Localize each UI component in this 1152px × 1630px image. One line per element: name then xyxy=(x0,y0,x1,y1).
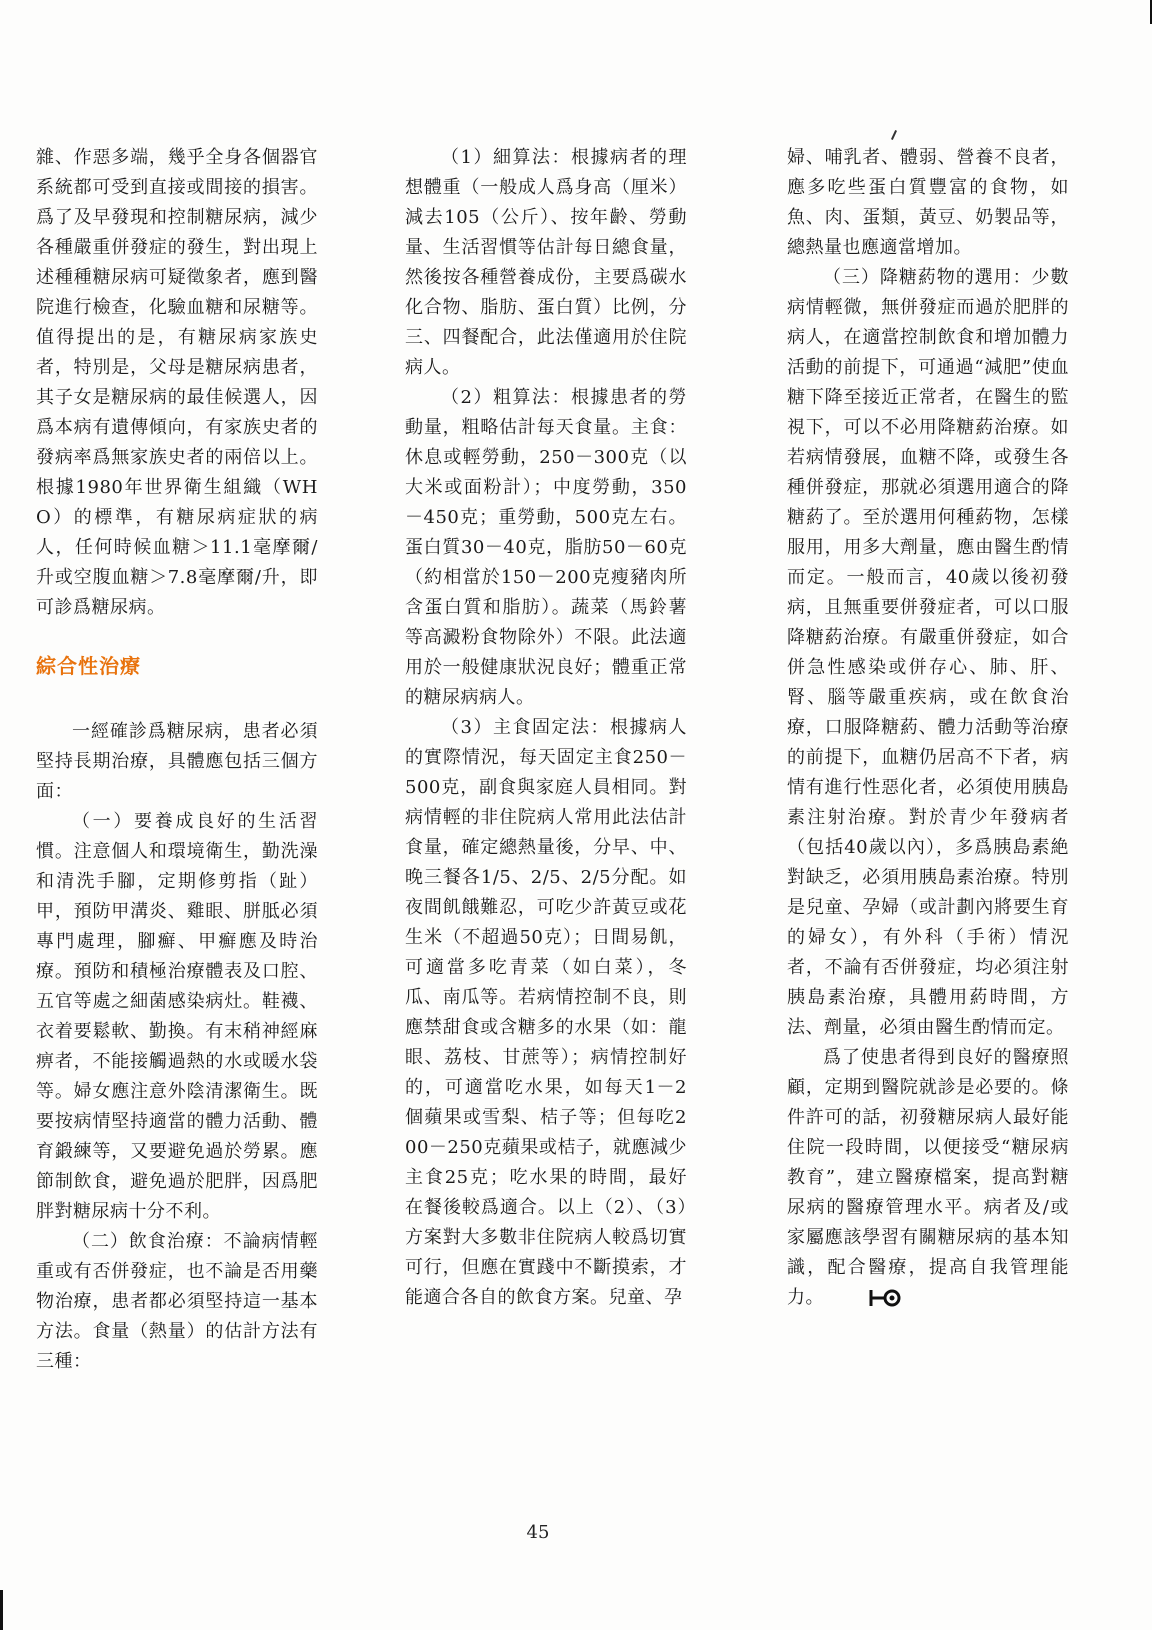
paragraph: （一）要養成良好的生活習慣。注意個人和環境衛生，勤洗澡和清洗手腳，定期修剪指（趾）甲，預防甲溝炎、雞眼、胼胝必須專門處理，腳癬、甲癬應及時治療。預防和積極治療體表及口腔、五官等處之細菌感染病灶。鞋襪、衣着要鬆軟、勤換。有末稍神經麻痹者，不能接觸過熱的水或暖水袋等。婦女應注意外陰清潔衛生。既要按病情堅持適當的體力活動、體育鍛練等，又要避免過於勞累。應節制飲食，避免過於肥胖，因爲肥胖對糖尿病十分不利。 xyxy=(36,811,318,1222)
paragraph: 一經確診爲糖尿病，患者必須堅持長期治療，具體應包括三個方面： xyxy=(36,721,318,802)
section-heading: 綜合性治療 xyxy=(36,654,141,678)
stray-tick-mark xyxy=(891,130,897,140)
paragraph: （2）粗算法：根據患者的勞動量，粗略估計每天食量。主食：休息或輕勞動，250－300克（以大米或面粉計）；中度勞動，350－450克；重勞動，500克左右。蛋白質30－40克，脂肪50－60克（約相當於150－200克瘦豬肉所含蛋白質和脂肪）。蔬菜（馬鈴薯等高澱粉食物除外）不限。此法適用於一般健康狀況良好；體重正常的糖尿病病人。 xyxy=(405,387,687,708)
end-of-article-mark-icon xyxy=(832,1287,870,1309)
paragraph: （1）細算法：根據病者的理想體重（一般成人爲身高（厘米）減去105（公斤）、按年齡、勞動量、生活習慣等估計每日總食量，然後按各種營養成份，主要爲碳水化合物、脂肪、蛋白質）比例，分三、四餐配合，此法僅適用於住院病人。 xyxy=(405,147,687,378)
column-3 xyxy=(787,143,1069,1313)
scan-edge-mark xyxy=(0,1590,3,1630)
paragraph: （二）飲食治療：不論病情輕重或有否併發症，也不論是否用藥物治療，患者都必須堅持這一基本方法。食量（熱量）的估計方法有三種： xyxy=(36,1231,318,1372)
column-2 xyxy=(405,143,687,1313)
paragraph-with-end-mark xyxy=(787,1043,1069,1313)
paragraph: （三）降糖葯物的選用：少數病情輕微，無併發症而過於肥胖的病人，在適當控制飲食和增加體力活動的前提下，可通過“減肥”使血糖下降至接近正常者，在醫生的監視下，可以不必用降糖葯治療。如若病情發展，血糖不降，或發生各種併發症，那就必須選用適合的降糖葯了。至於選用何種葯物，怎樣服用，用多大劑量，應由醫生酌情而定。一般而言，40歲以後初發病，且無重要併發症者，可以口服降糖葯治療。有嚴重併發症，如合併急性感染或併存心、肺、肝、腎、腦等嚴重疾病，或在飲食治療，口服降糖葯、體力活動等治療的前提下，血糖仍居高不下者，病情有進行性惡化者，必須使用胰島素注射治療。對於青少年發病者（包括40歲以內），多爲胰島素絶對缺乏，必須用胰島素治療。特別是兒童、孕婦（或計劃內將要生育的婦女），有外科（手術）情況者，不論有否併發症，均必須注射胰島素治療，具體用葯時間，方法、劑量，必須由醫生酌情而定。 xyxy=(787,267,1069,1038)
column-1 xyxy=(36,143,318,1377)
paragraph: 爲了使患者得到良好的醫療照顧，定期到醫院就診是必要的。條件許可的話，初發糖尿病人最好能住院一段時間，以便接受“糖尿病教育”，建立醫療檔案，提高對糖尿病的醫療管理水平。病者及/或家屬應該學習有關糖尿病的基本知識，配合醫療，提高自我管理能力。 xyxy=(787,1047,1069,1308)
paragraph: （3）主食固定法：根據病人的實際情況，每天固定主食250－500克，副食與家庭人員相同。對病情輕的非住院病人常用此法估計食量，確定總熱量後，分早、中、晚三餐各1/5、2/5、2/5分配。如夜間飢餓難忍，可吃少許黃豆或花生米（不超過50克）；日間易飢，可適當多吃青菜（如白菜），冬瓜、南瓜等。若病情控制不良，則應禁甜食或含糖多的水果（如：龍眼、荔枝、甘蔗等）；病情控制好的，可適當吃水果，如每天1－2個蘋果或雪梨、桔子等；但每吃200－250克蘋果或桔子，就應減少主食25克；吃水果的時間，最好在餐後較爲適合。以上（2）、（3）方案對大多數非住院病人較爲切實可行，但應在實踐中不斷摸索，才能適合各自的飲食方案。兒童、孕 xyxy=(405,717,687,1308)
paragraph: 婦、哺乳者、體弱、營養不良者，應多吃些蛋白質豐富的食物，如魚、肉、蛋類，黃豆、奶製品等，總熱量也應適當增加。 xyxy=(787,147,1069,258)
paragraph: 雜、作惡多端，幾乎全身各個器官系統都可受到直接或間接的損害。爲了及早發現和控制糖尿病，減少各種嚴重併發症的發生，對出現上述種種糖尿病可疑徵象者，應到醫院進行檢查，化驗血糖和尿糖等。值得提出的是，有糖尿病家族史者，特別是，父母是糖尿病患者，其子女是糖尿病的最佳候選人，因爲本病有遺傳傾向，有家族史者的發病率爲無家族史者的兩倍以上。根據1980年世界衛生組織（WHO）的標準，有糖尿病症狀的病人，任何時候血糖＞11.1毫摩爾/升或空腹血糖＞7.8毫摩爾/升，即可診爲糖尿病。 xyxy=(36,147,318,618)
page-number: 45 xyxy=(526,1522,550,1543)
